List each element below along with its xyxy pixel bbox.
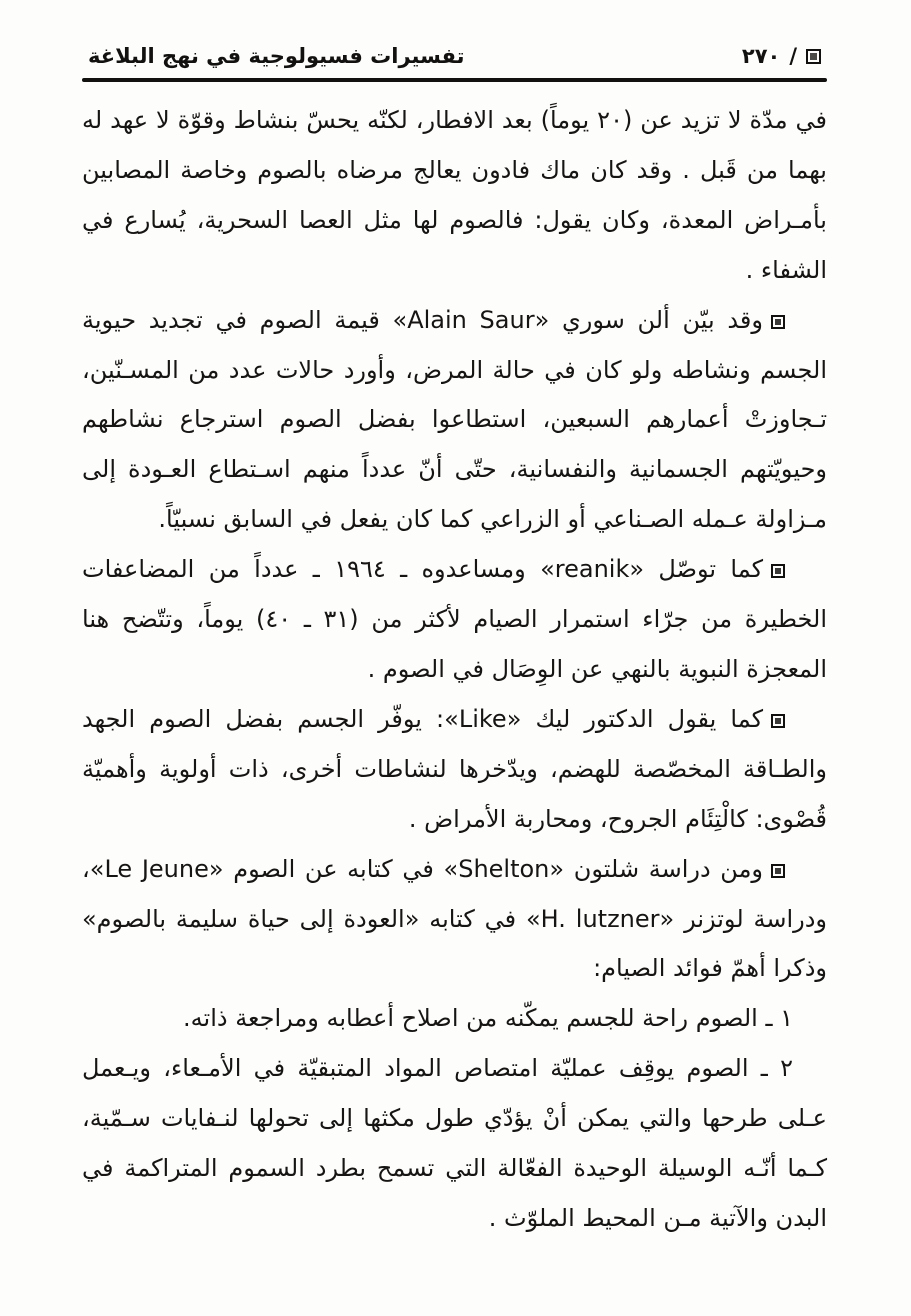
paragraph bbox=[82, 545, 827, 695]
page-number-separator: / bbox=[789, 44, 797, 68]
paragraph-text: كما يقول الدكتور ليك «Like»: يوفّر الجسم بفضل الصوم الجهد والطـاقة المخصّصة للهضم، ويدّخرها لنشاطات أخرى، ذات أولوية وأهميّة قُصْوى: كالْتِئَام الجروح، ومحاربة الأمراض . bbox=[82, 704, 827, 833]
paragraph-text: وقد بيّن ألن سوري «Alain Saur» قيمة الصوم في تجديد حيوية الجسم ونشاطه ولو كان في حالة المرض، وأورد حالات عدد من المسـنّين، تـجاوزتْ أعمارهم السبعين، استطاعوا بفضل الصوم استرجاع نشاطهم وحيويّتهم الجسمانية والنفسانية، حتّى أنّ عدداً منهم اسـتطاع العـودة إلى مـزاولة عـمله الصـناعي أو الزراعي كما كان يفعل في السابق نسبيّاً. bbox=[82, 305, 827, 534]
bullet-square-icon bbox=[771, 564, 785, 578]
paragraph bbox=[82, 695, 827, 845]
paragraph-text: ومن دراسة شلتون «Shelton» في كتابه عن الصوم «Le Jeune»، ودراسة لوتزنر «H. lutzner» في كتابه «العودة إلى حياة سليمة بالصوم» وذكرا أهمّ فوائد الصيام: bbox=[82, 854, 828, 983]
header-rule bbox=[82, 78, 827, 82]
paragraph-text: كما توصّل «reanik» ومساعدوه ـ ١٩٦٤ ـ عدداً من المضاعفات الخطيرة من جرّاء استمرار الصيام لأكثر من (٣١ ـ ٤٠) يوماً، وتتّضح هنا المعجزة النبوية بالنهي عن الوِصَال في الصوم . bbox=[82, 555, 827, 683]
book-title: تفسيرات فسيولوجية في نهج البلاغة bbox=[88, 44, 465, 68]
paragraph bbox=[82, 845, 827, 995]
running-header bbox=[82, 38, 827, 78]
page-body bbox=[82, 96, 827, 1244]
paragraph: في مدّة لا تزيد عن (٢٠ يوماً) بعد الافطار، لكنّه يحسّ بنشاط وقوّة لا عهد له بهما من قَبل . وقد كان ماك فادون يعالج مرضاه بالصوم وخاصة المصابين بأمـراض المعدة، وكان يقول: فالصوم لها مثل العصا السحرية، يُسارع في الشفاء . bbox=[82, 106, 827, 284]
bullet-square-icon bbox=[771, 864, 785, 878]
list-item: ١ ـ الصوم راحة للجسم يمكّنه من اصلاح أعطابه ومراجعة ذاته. bbox=[183, 1004, 793, 1033]
list-item: ٢ ـ الصوم يوقِف عمليّة امتصاص المواد المتبقيّة في الأمـعاء، ويـعمل عـلى طرحها والتي يمكن أنْ يؤدّي طول مكثها إلى تحولها لنـفايات سـمّية، كـما أنّـه الوسيلة الوحيدة الفعّالة التي تسمح بطرد السموم المتراكمة في البدن والآتية مـن المحيط الملوّث . bbox=[82, 1054, 827, 1232]
ornament-square-icon bbox=[806, 49, 821, 64]
page-number: ٢٧٠ bbox=[741, 44, 781, 68]
paragraph bbox=[82, 296, 827, 546]
bullet-square-icon bbox=[771, 714, 785, 728]
page-number-box bbox=[742, 44, 821, 68]
bullet-square-icon bbox=[771, 315, 785, 329]
